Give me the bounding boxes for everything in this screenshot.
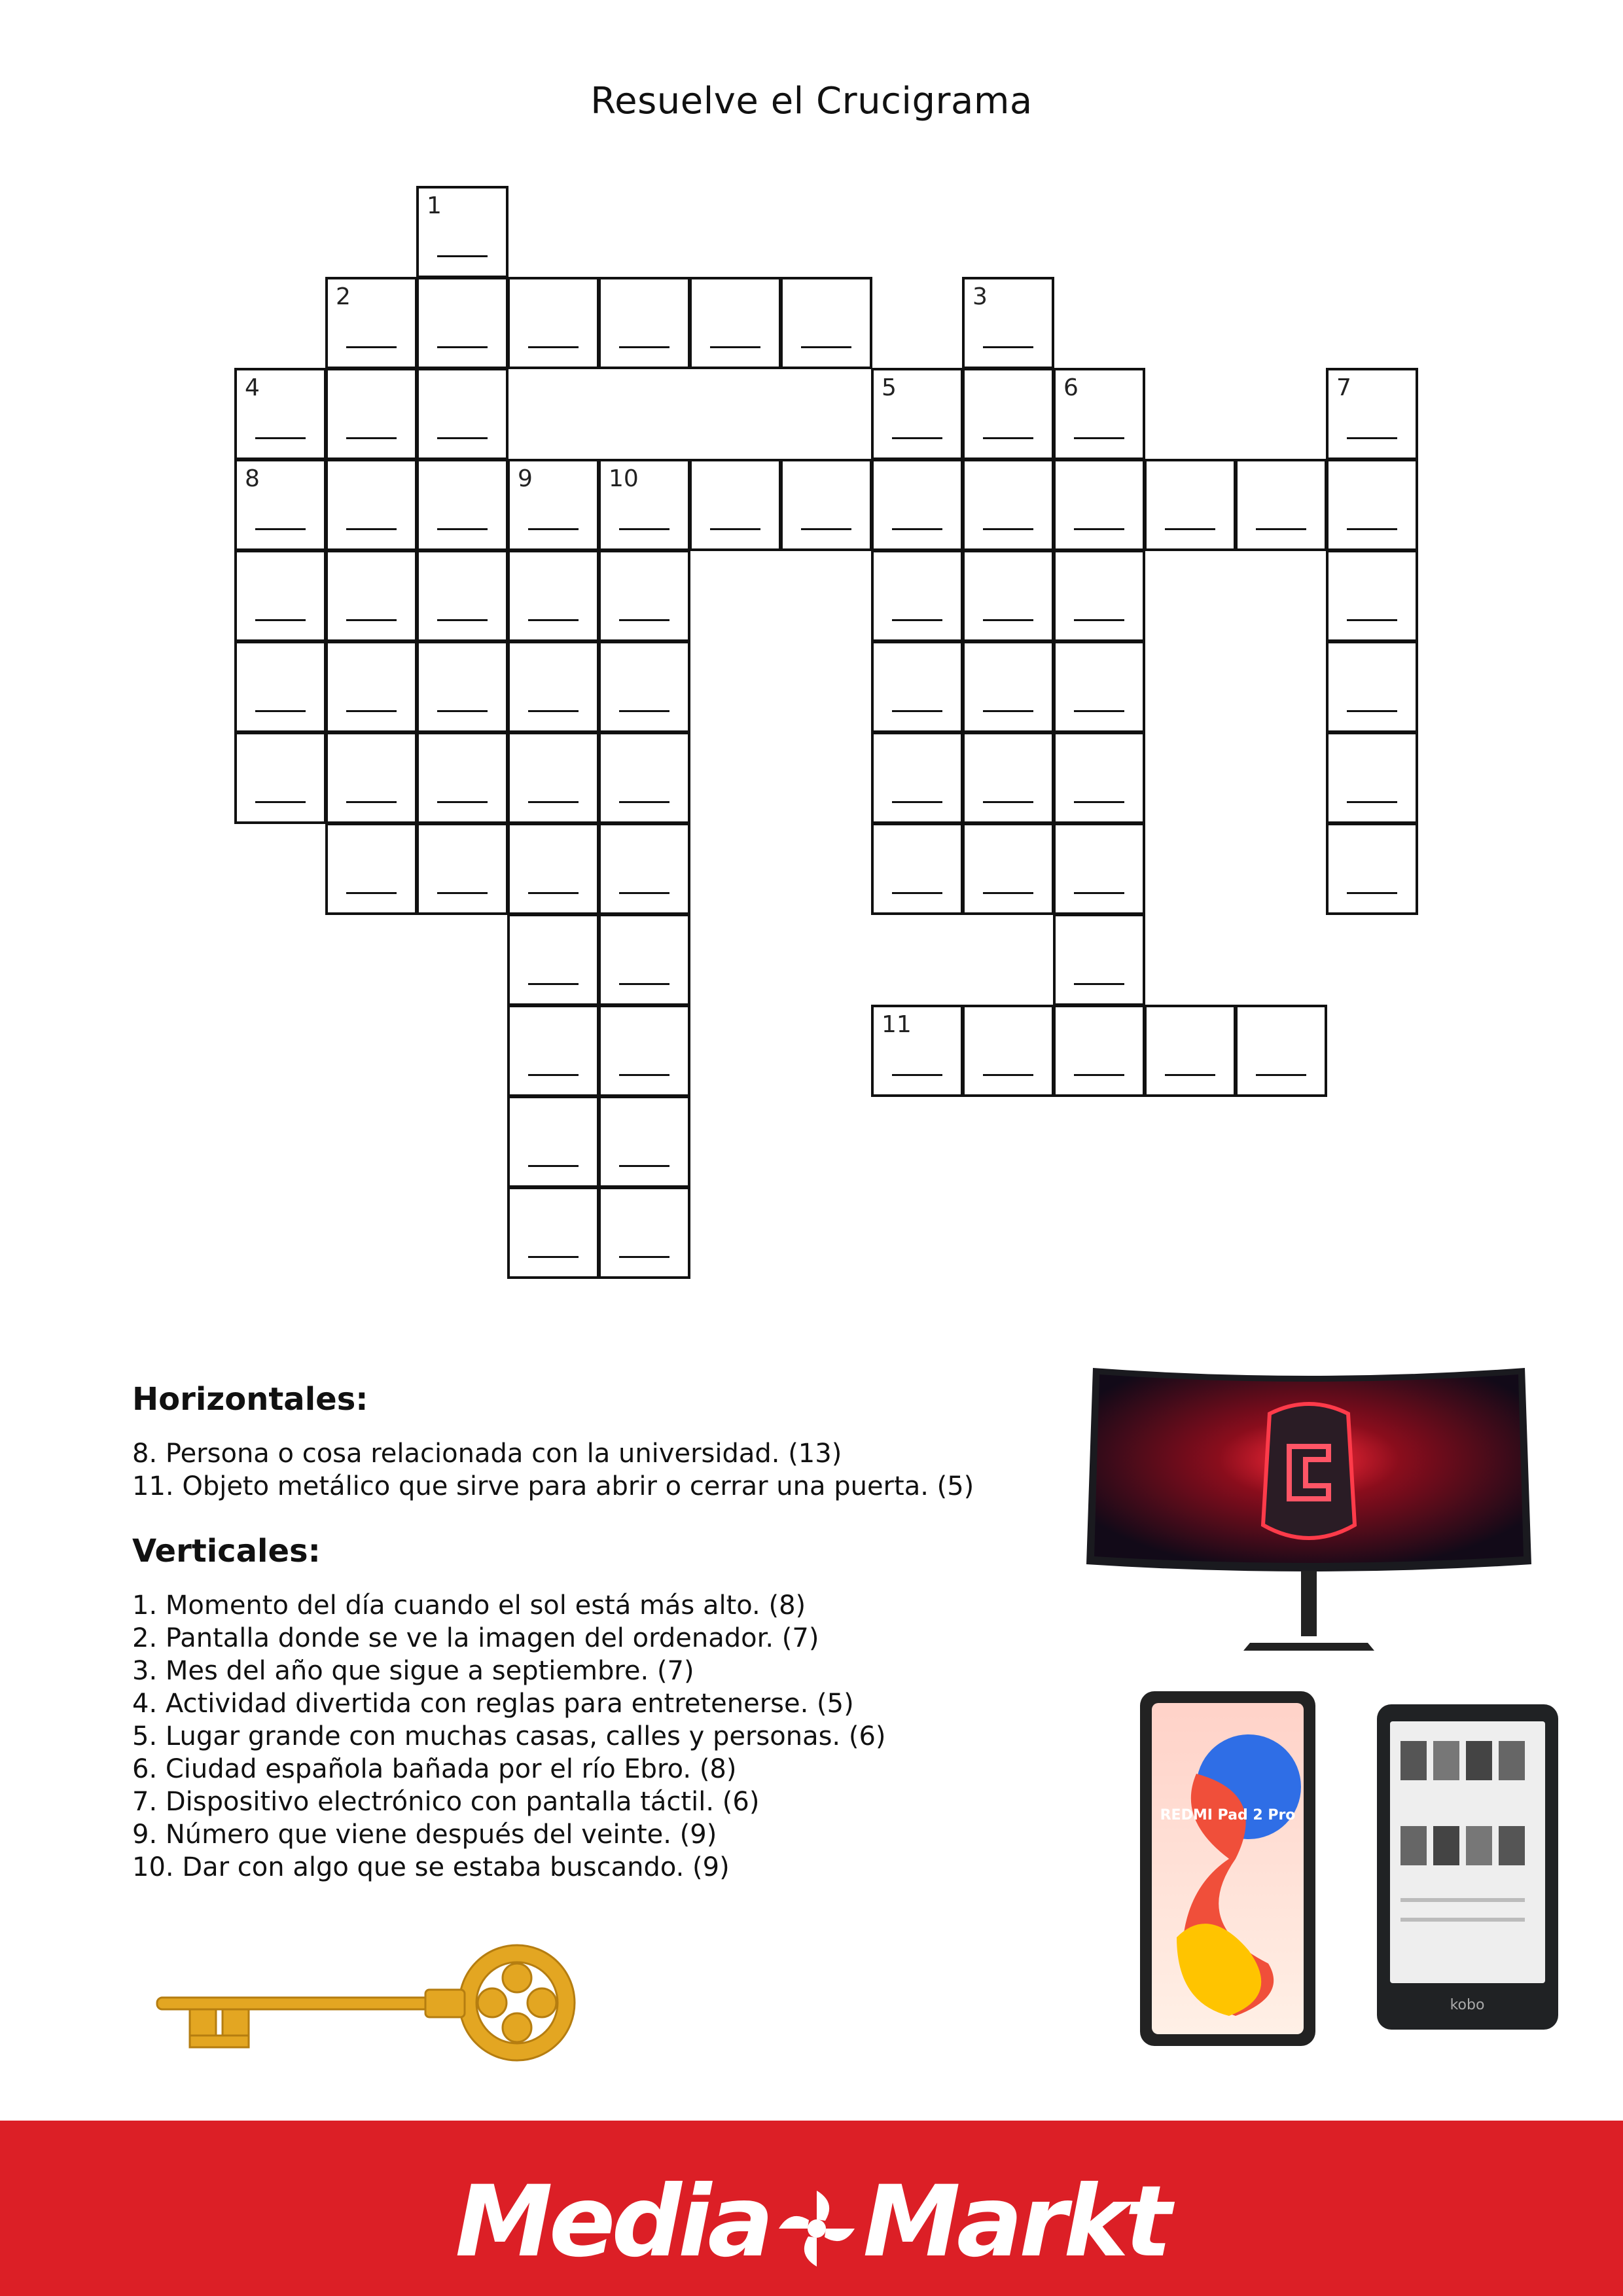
cell-number: 8 <box>245 465 260 492</box>
crossword-cell[interactable] <box>598 1096 690 1188</box>
crossword-cell[interactable] <box>871 1005 963 1097</box>
crossword-cell[interactable] <box>1053 459 1145 551</box>
crossword-cell[interactable] <box>1053 914 1145 1006</box>
crossword-cell[interactable] <box>598 277 690 369</box>
crossword-cell[interactable] <box>598 914 690 1006</box>
crossword-cell[interactable] <box>1053 732 1145 824</box>
crossword-cell[interactable] <box>325 459 418 551</box>
clue-item: 1. Momento del día cuando el sol está más alto. (8) <box>132 1590 806 1621</box>
cell-number: 9 <box>518 465 533 492</box>
crossword-cell[interactable] <box>507 914 599 1006</box>
crossword-cell[interactable] <box>507 550 599 642</box>
crossword-cell[interactable] <box>416 732 508 824</box>
crossword-cell[interactable] <box>234 550 327 642</box>
crossword-cell[interactable] <box>962 277 1054 369</box>
vertical-heading: Verticales: <box>132 1533 321 1570</box>
crossword-cell[interactable] <box>1144 1005 1236 1097</box>
crossword-cell[interactable] <box>234 368 327 460</box>
crossword-cell[interactable] <box>871 459 963 551</box>
crossword-cell[interactable] <box>962 823 1054 915</box>
crossword-cell[interactable] <box>598 550 690 642</box>
crossword-cell[interactable] <box>689 459 781 551</box>
cell-number: 11 <box>882 1011 912 1038</box>
crossword-cell[interactable] <box>1326 368 1418 460</box>
mediamarkt-logo <box>0 2165 1623 2279</box>
cell-number: 7 <box>1336 374 1351 401</box>
clue-item: 4. Actividad divertida con reglas para entretenerse. (5) <box>132 1689 854 1719</box>
clue-item: 6. Ciudad española bañada por el río Ebro. (8) <box>132 1754 737 1784</box>
vertical-clue-list <box>132 1589 1061 1884</box>
crossword-cell[interactable] <box>962 368 1054 460</box>
tablet-label: REDMI Pad 2 Pro <box>1160 1807 1296 1823</box>
crossword-cell[interactable] <box>416 277 508 369</box>
cell-number: 3 <box>972 283 988 310</box>
page-title: Resuelve el Crucigrama <box>590 80 1033 122</box>
crossword-cell[interactable] <box>416 823 508 915</box>
crossword-cell[interactable] <box>962 641 1054 733</box>
clue-item: 8. Persona o cosa relacionada con la universidad. (13) <box>132 1439 842 1469</box>
logo-left-text: Media <box>455 2165 770 2279</box>
crossword-cell[interactable] <box>325 550 418 642</box>
crossword-cell[interactable] <box>325 368 418 460</box>
crossword-cell[interactable] <box>325 732 418 824</box>
cell-number: 5 <box>882 374 897 401</box>
crossword-cell[interactable] <box>507 641 599 733</box>
crossword-cell[interactable] <box>871 641 963 733</box>
cell-number: 10 <box>609 465 639 492</box>
crossword-cell[interactable] <box>1326 550 1418 642</box>
crossword-cell[interactable] <box>507 1096 599 1188</box>
crossword-cell[interactable] <box>689 277 781 369</box>
crossword-cell[interactable] <box>1053 823 1145 915</box>
monitor-image <box>1080 1368 1538 1656</box>
crossword-cell[interactable] <box>507 732 599 824</box>
crossword-cell[interactable] <box>1053 641 1145 733</box>
crossword-cell[interactable] <box>416 641 508 733</box>
crossword-cell[interactable] <box>780 459 872 551</box>
crossword-cell[interactable] <box>1053 550 1145 642</box>
crossword-cell[interactable] <box>507 823 599 915</box>
clue-item: 7. Dispositivo electrónico con pantalla táctil. (6) <box>132 1787 760 1817</box>
crossword-cell[interactable] <box>598 732 690 824</box>
crossword-cell[interactable] <box>325 641 418 733</box>
crossword-cell[interactable] <box>598 641 690 733</box>
crossword-cell[interactable] <box>598 1187 690 1279</box>
crossword-cell[interactable] <box>234 732 327 824</box>
crossword-cell[interactable] <box>871 823 963 915</box>
clue-item: 5. Lugar grande con muchas casas, calles y personas. (6) <box>132 1721 886 1751</box>
crossword-cell[interactable] <box>416 186 508 278</box>
crossword-cell[interactable] <box>962 732 1054 824</box>
cell-number: 6 <box>1063 374 1079 401</box>
clue-item: 9. Número que viene después del veinte. (9) <box>132 1820 717 1850</box>
crossword-cell[interactable] <box>598 459 690 551</box>
crossword-cell[interactable] <box>598 823 690 915</box>
clue-item: 10. Dar con algo que se estaba buscando. (9) <box>132 1852 730 1882</box>
crossword-cell[interactable] <box>507 277 599 369</box>
crossword-cell[interactable] <box>962 550 1054 642</box>
clues-section <box>132 1381 1061 1884</box>
clue-item: 11. Objeto metálico que sirve para abrir o cerrar una puerta. (5) <box>132 1471 974 1501</box>
crossword-cell[interactable] <box>962 459 1054 551</box>
crossword-cell[interactable] <box>780 277 872 369</box>
crossword-cell[interactable] <box>234 459 327 551</box>
crossword-cell[interactable] <box>325 823 418 915</box>
crossword-cell[interactable] <box>507 1005 599 1097</box>
crossword-cell[interactable] <box>871 368 963 460</box>
crossword-cell[interactable] <box>507 1187 599 1279</box>
clue-item: 3. Mes del año que sigue a septiembre. (7) <box>132 1656 694 1686</box>
crossword-cell[interactable] <box>325 277 418 369</box>
crossword-cell[interactable] <box>1235 459 1327 551</box>
crossword-cell[interactable] <box>1326 732 1418 824</box>
crossword-cell[interactable] <box>1053 368 1145 460</box>
cell-number: 1 <box>427 192 442 219</box>
crossword-cell[interactable] <box>962 1005 1054 1097</box>
horizontal-heading: Horizontales: <box>132 1381 368 1418</box>
cell-number: 4 <box>245 374 260 401</box>
crossword-cell[interactable] <box>1144 459 1236 551</box>
crossword-cell[interactable] <box>416 550 508 642</box>
horizontal-clue-list <box>132 1437 1061 1503</box>
crossword-cell[interactable] <box>871 732 963 824</box>
crossword-cell[interactable] <box>234 641 327 733</box>
cell-number: 2 <box>336 283 351 310</box>
clue-item: 2. Pantalla donde se ve la imagen del ordenador. (7) <box>132 1623 819 1653</box>
ereader-image <box>1374 1702 1561 2032</box>
crossword-cell[interactable] <box>1053 1005 1145 1097</box>
tablet-image <box>1137 1689 1318 2049</box>
crossword-cell[interactable] <box>507 459 599 551</box>
crossword-cell[interactable] <box>416 368 508 460</box>
crossword-cell[interactable] <box>1326 459 1418 551</box>
footer-bar <box>0 2121 1623 2296</box>
ereader-brand: kobo <box>1450 1997 1485 2013</box>
crossword-cell[interactable] <box>598 1005 690 1097</box>
logo-right-text: Markt <box>863 2165 1168 2279</box>
crossword-cell[interactable] <box>871 550 963 642</box>
crossword-cell[interactable] <box>1326 641 1418 733</box>
key-image <box>151 1937 582 2068</box>
crossword-cell[interactable] <box>1326 823 1418 915</box>
crossword-cell[interactable] <box>1235 1005 1327 1097</box>
spiral-logo-icon <box>774 2189 859 2268</box>
crossword-cell[interactable] <box>416 459 508 551</box>
